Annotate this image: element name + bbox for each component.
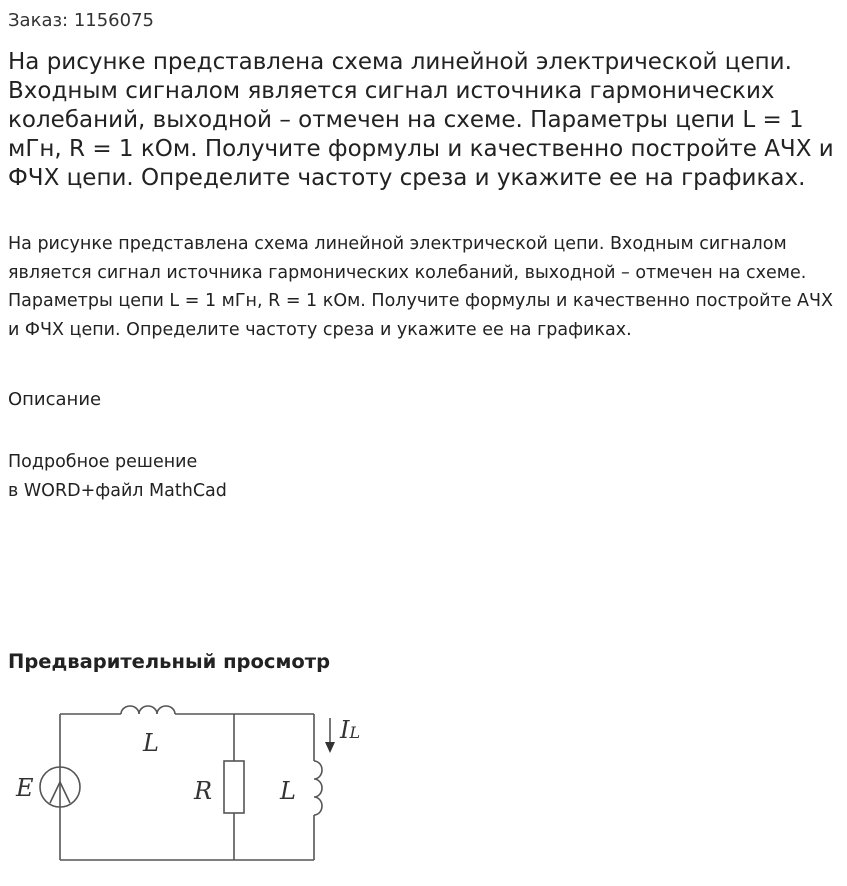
shunt-inductor-symbol xyxy=(314,761,322,815)
current-label xyxy=(339,716,360,744)
source-label: E xyxy=(16,774,34,802)
shunt-inductor-label: L xyxy=(280,777,296,805)
description-label: Описание xyxy=(8,389,102,410)
description-line: Подробное решение xyxy=(8,452,198,472)
current-label-main: I xyxy=(340,716,350,744)
series-inductor-label: L xyxy=(143,729,159,757)
current-arrow-head xyxy=(325,742,335,753)
task-description: На рисунке представлена схема линейной электрической цепи. Входным сигналом является сигнал источника гармонических колебаний, выходной – отмечен на схеме. Параметры цепи L = 1 мГн, R = 1 кОм. Получите формулы и качественно постройте АЧХ и ФЧХ цепи. Определите частоту среза и укажите ее на графиках. xyxy=(8,234,833,340)
order-number: Заказ: 1156075 xyxy=(8,10,154,31)
page-title: На рисунке представлена схема линейной электрической цепи. Входным сигналом является сигнал источника гармонических колебаний, выходной – отмечен на схеме. Параметры цепи L = 1 мГн, R = 1 кОм. Получите формулы и качественно постройте АЧХ и ФЧХ цепи. Определите частоту среза и укажите ее на графиках. xyxy=(8,49,834,191)
current-label-sub: L xyxy=(349,723,361,742)
preview-heading: Предварительный просмотр xyxy=(8,650,331,673)
description-line: в WORD+файл MathCad xyxy=(8,481,227,501)
resistor-symbol xyxy=(224,761,244,813)
circuit-diagram xyxy=(0,700,380,880)
series-inductor-symbol xyxy=(121,706,175,714)
resistor-label: R xyxy=(194,777,213,805)
